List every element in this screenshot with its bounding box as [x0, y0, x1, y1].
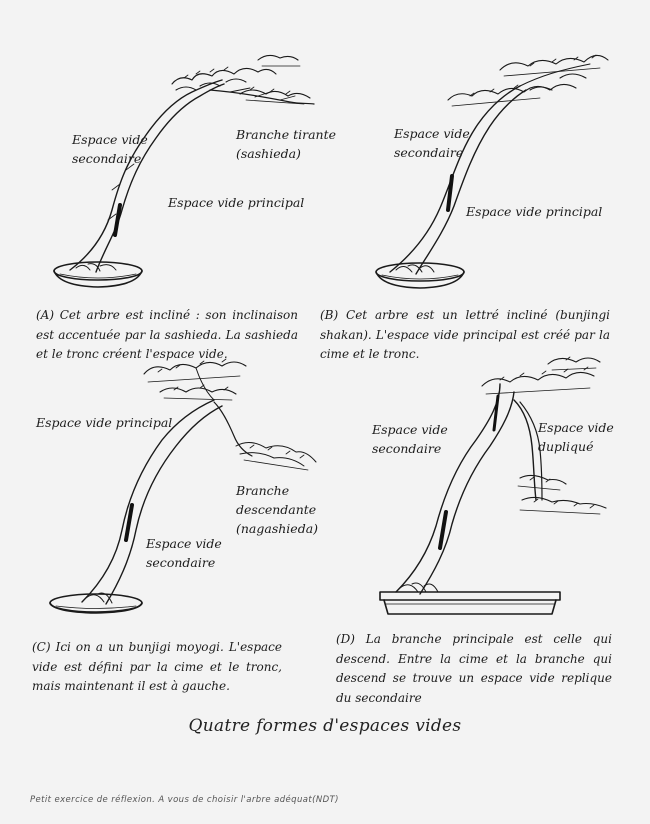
tree-a-trunk: [70, 80, 224, 272]
figure-b-label-main-space: Espace vide principal: [466, 204, 603, 219]
tree-a-branch: [210, 88, 314, 104]
figure-a-caption: (A) Cet arbre est incliné : son inclinaison est accentuée par la sashieda. La sashieda et le tronc créent l'espace vide.: [36, 308, 298, 361]
page-title: Quatre formes d'espaces vides: [188, 716, 462, 736]
tree-b-drawing: [376, 55, 608, 288]
tree-b-foliage: [448, 55, 608, 106]
tree-c-pot: [50, 594, 142, 613]
figure-c-label-branch: Branche descendante (nagashieda): [236, 483, 319, 536]
tree-d-trunk: [396, 384, 514, 594]
tree-d-drawing: [380, 357, 606, 614]
figure-a-label-main-space: Espace vide principal: [168, 195, 305, 210]
figure-c-label-secondary-space: Espace vide secondaire: [146, 536, 222, 570]
figure-d-label-secondary-space: Espace vide secondaire: [372, 422, 448, 456]
tree-c-branch: [214, 402, 316, 470]
figure-c-label-main-space: Espace vide principal: [36, 415, 173, 430]
figure-b-caption: (B) Cet arbre est un lettré incliné (bunjingi shakan). L'espace vide principal est créé par la cime et le tronc.: [320, 308, 610, 361]
tree-a-foliage: [172, 55, 310, 104]
translator-footnote: Petit exercice de réflexion. A vous de choisir l'arbre adéquat(NDT): [30, 795, 339, 805]
figure-d-label-duplicate-space: Espace vide dupliqué: [538, 420, 614, 454]
tree-c-foliage: [144, 359, 246, 400]
figure-c-caption: (C) Ici on a un bunjigi moyogi. L'espace vide est défini par la cime et le tronc, mais maintenant il est à gauche.: [32, 640, 282, 693]
figure-a-label-branch: Branche tirante (sashieda): [236, 127, 337, 161]
tree-d-pot: [380, 592, 560, 614]
figure-b-label-secondary-space: Espace vide secondaire: [394, 126, 470, 160]
tree-b-trunk: [390, 86, 526, 274]
figure-a-label-secondary-space: Espace vide secondaire: [72, 132, 148, 166]
figure-d-caption: (D) La branche principale est celle qui descend. Entre la cime et la branche qui descend se trouve un espace vide replique du secondaire: [336, 632, 612, 705]
tree-a-drawing: [54, 55, 314, 287]
